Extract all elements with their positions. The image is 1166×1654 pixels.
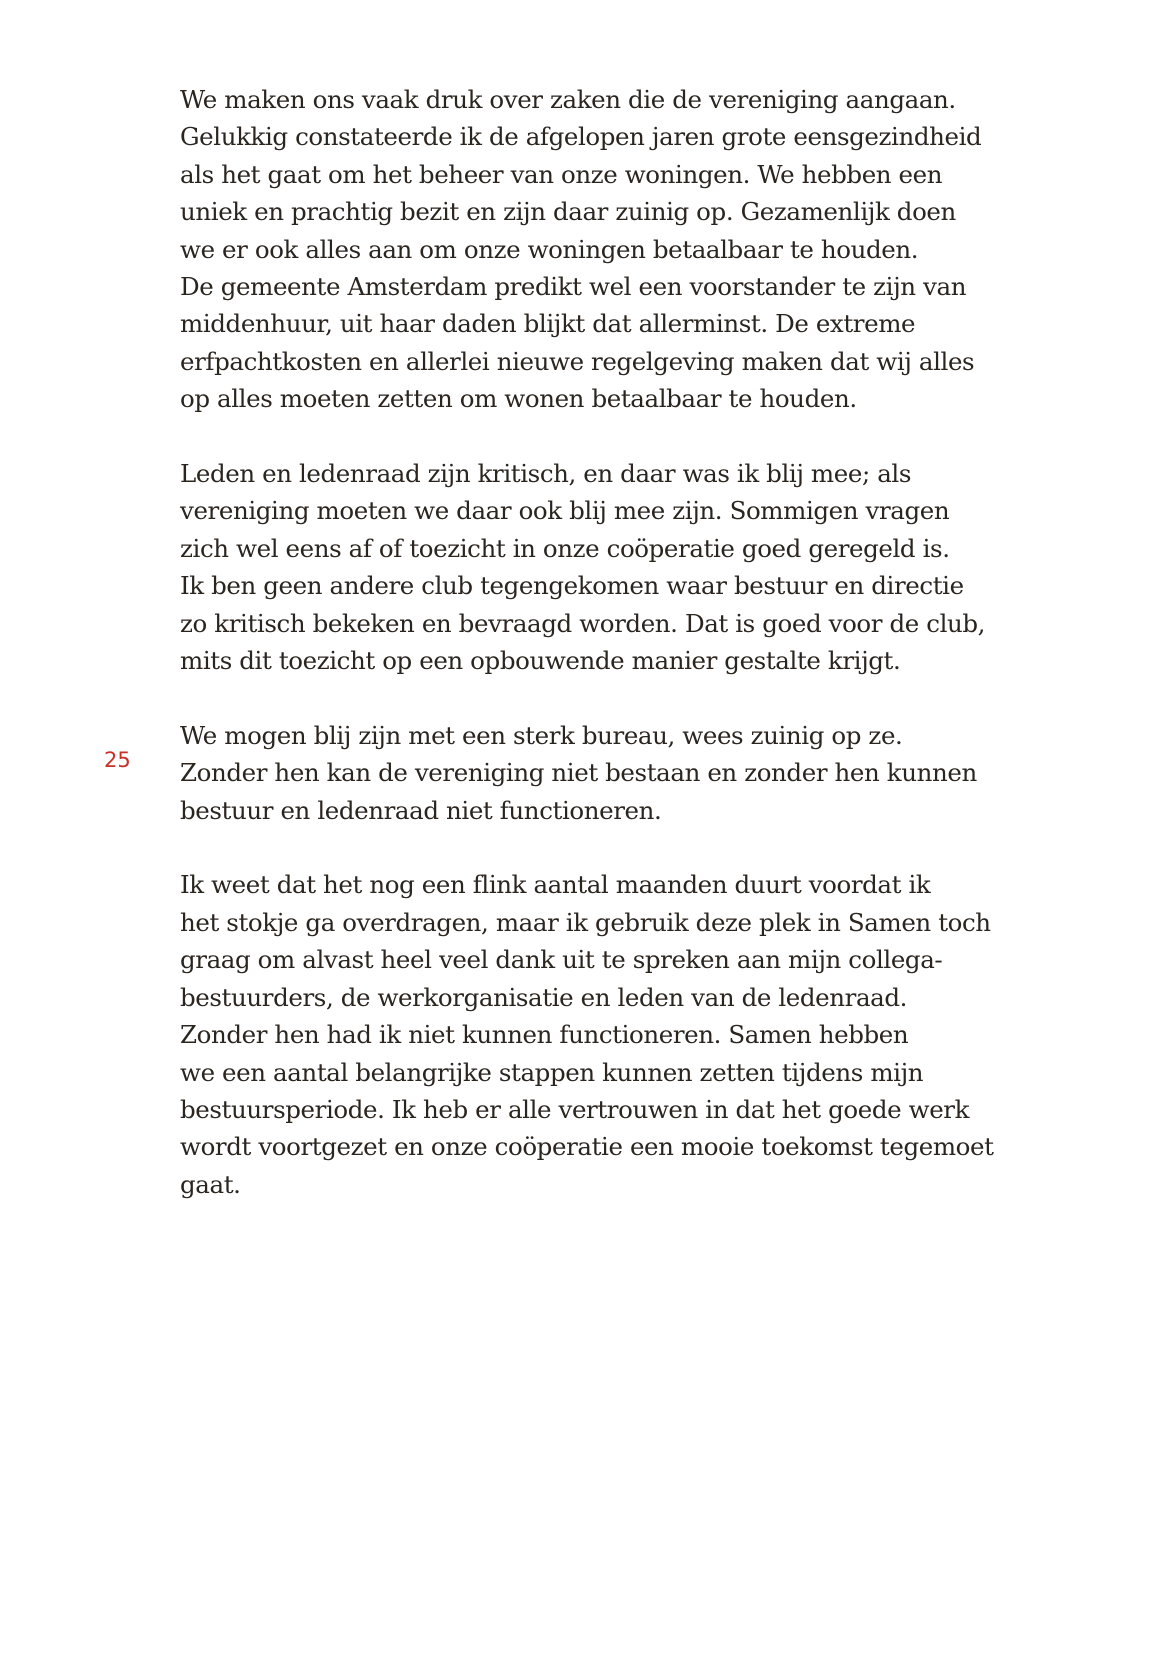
text-line: Gelukkig constateerde ik de afgelopen jaren grote eensgezindheid bbox=[180, 122, 982, 152]
text-line: als het gaat om het beheer van onze woningen. We hebben een bbox=[180, 159, 943, 189]
text-line: uniek en prachtig bezit en zijn daar zuinig op. Gezamenlijk doen bbox=[180, 197, 956, 227]
text-line: het stokje ga overdragen, maar ik gebruik deze plek in Samen toch bbox=[180, 907, 991, 937]
paragraph-2 bbox=[180, 455, 1060, 679]
text-line: zich wel eens af of toezicht in onze coöperatie goed geregeld is. bbox=[180, 533, 950, 563]
text-line: gaat. bbox=[180, 1169, 241, 1199]
text-line: we een aantal belangrijke stappen kunnen zetten tijdens mijn bbox=[180, 1057, 924, 1087]
text-line: bestuur en ledenraad niet functioneren. bbox=[180, 795, 662, 825]
text-line: op alles moeten zetten om wonen betaalbaar te houden. bbox=[180, 384, 857, 414]
text-line: We maken ons vaak druk over zaken die de vereniging aangaan. bbox=[180, 85, 956, 114]
text-line: mits dit toezicht op een opbouwende manier gestalte krijgt. bbox=[180, 646, 901, 676]
page-number: 25 bbox=[104, 748, 131, 772]
text-line: we er ook alles aan om onze woningen betaalbaar te houden. bbox=[180, 234, 919, 264]
text-line: Ik weet dat het nog een flink aantal maanden duurt voordat ik bbox=[180, 870, 931, 900]
text-line: erfpachtkosten en allerlei nieuwe regelgeving maken dat wij alles bbox=[180, 346, 975, 376]
text-line: zo kritisch bekeken en bevraagd worden. Dat is goed voor de club, bbox=[180, 608, 986, 638]
text-line: Zonder hen had ik niet kunnen functioneren. Samen hebben bbox=[180, 1020, 909, 1050]
paragraph-4 bbox=[180, 866, 1060, 1203]
text-line: bestuursperiode. Ik heb er alle vertrouwen in dat het goede werk bbox=[180, 1094, 970, 1124]
text-line: wordt voortgezet en onze coöperatie een mooie toekomst tegemoet bbox=[180, 1132, 994, 1162]
text-line: vereniging moeten we daar ook blij mee zijn. Sommigen vragen bbox=[180, 496, 950, 526]
text-line: Ik ben geen andere club tegengekomen waar bestuur en directie bbox=[180, 571, 964, 601]
text-line: De gemeente Amsterdam predikt wel een voorstander te zijn van bbox=[180, 272, 967, 302]
paragraph-1 bbox=[180, 81, 1060, 418]
text-line: We mogen blij zijn met een sterk bureau, wees zuinig op ze. bbox=[180, 720, 903, 750]
text-line: middenhuur, uit haar daden blijkt dat allerminst. De extreme bbox=[180, 309, 916, 339]
text-line: graag om alvast heel veel dank uit te spreken aan mijn collega- bbox=[180, 945, 943, 975]
body-text bbox=[180, 81, 1060, 1241]
text-line: bestuurders, de werkorganisatie en leden van de ledenraad. bbox=[180, 982, 908, 1012]
text-line: Zonder hen kan de vereniging niet bestaan en zonder hen kunnen bbox=[180, 758, 977, 788]
paragraph-3 bbox=[180, 717, 1060, 829]
text-line: Leden en ledenraad zijn kritisch, en daar was ik blij mee; als bbox=[180, 459, 912, 489]
